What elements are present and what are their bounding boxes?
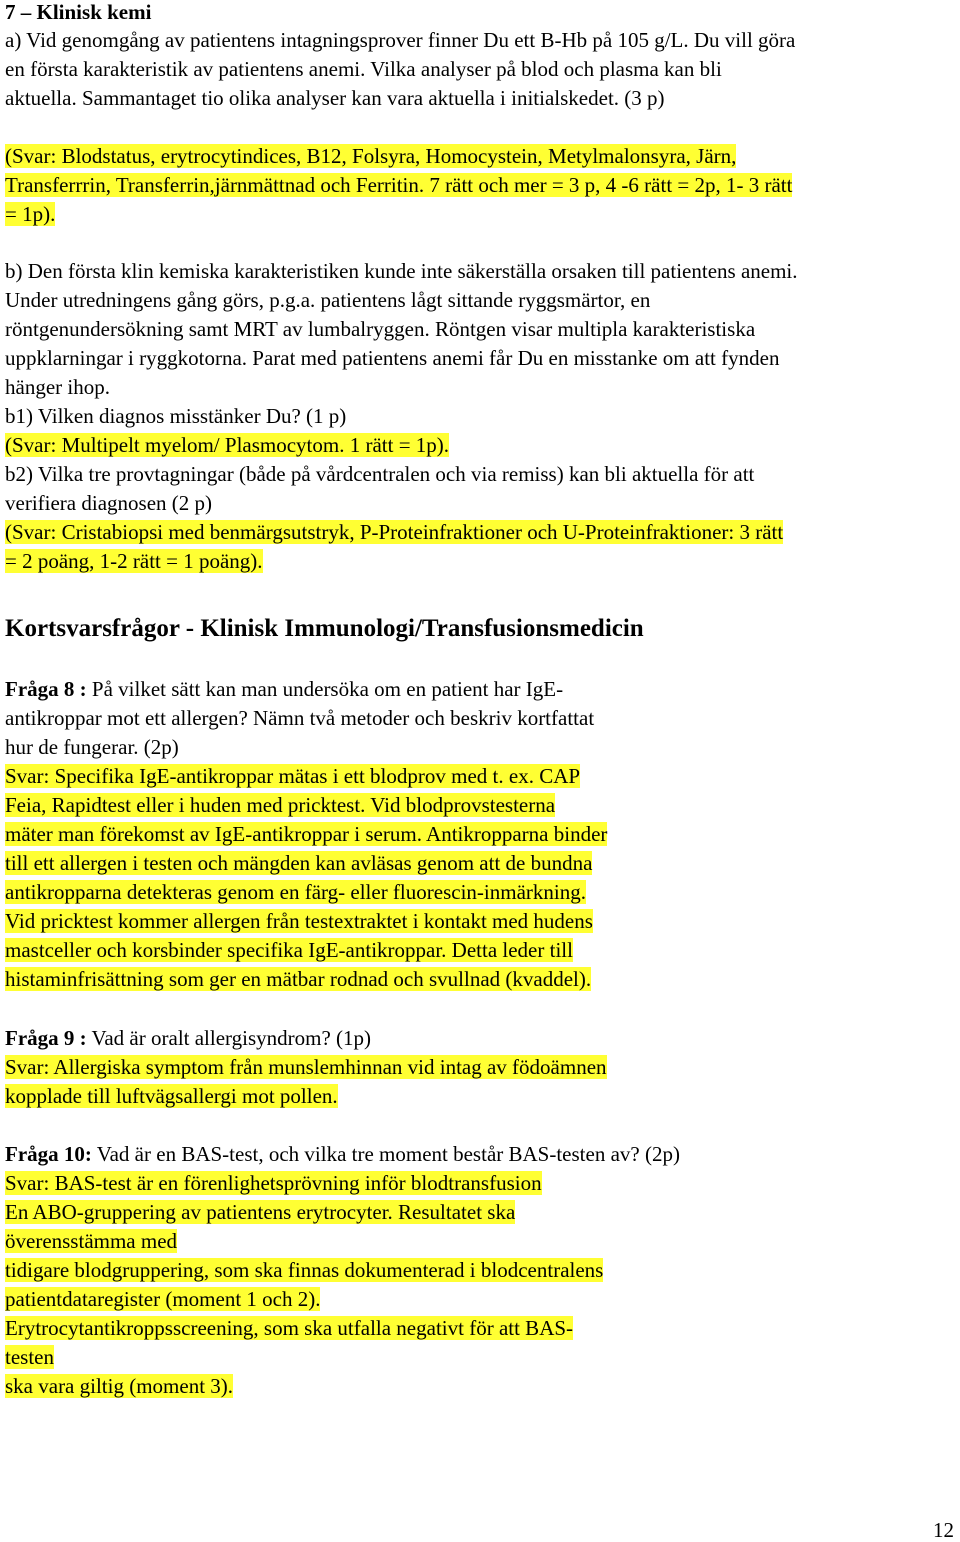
answer-line: till ett allergen i testen och mängden kan avläsas genom att de bundna xyxy=(5,851,593,875)
text-line: Under utredningens gång görs, p.g.a. patientens lågt sittande ryggsmärtor, en xyxy=(5,288,651,312)
answer-line: kopplade till luftvägsallergi mot pollen. xyxy=(5,1084,338,1108)
text-line: aktuella. Sammantaget tio olika analyser kan vara aktuella i initialskedet. (3 p) xyxy=(5,86,665,110)
answer-line: = 2 poäng, 1-2 rätt = 1 poäng). xyxy=(5,549,263,573)
answer-line: antikropparna detekteras genom en färg- eller fluorescin-inmärkning. xyxy=(5,880,586,904)
section-heading: Kortsvarsfrågor - Klinisk Immunologi/Transfusionsmedicin xyxy=(5,615,644,642)
answer-line: Svar: Specifika IgE-antikroppar mätas i ett blodprov med t. ex. CAP xyxy=(5,764,581,788)
answer-line: överensstämma med xyxy=(5,1229,178,1253)
text-line: b2) Vilka tre provtagningar (både på vårdcentralen och via remiss) kan bli aktuella för att xyxy=(5,462,755,486)
text-line: uppklarningar i ryggkotorna. Parat med patientens anemi får Du en misstanke om att fynden xyxy=(5,346,780,370)
question-8 xyxy=(5,675,607,994)
answer-line: Erytrocytantikroppsscreening, som ska utfalla negativt för att BAS- xyxy=(5,1316,574,1340)
answer-line: testen xyxy=(5,1345,54,1369)
answer-line: histaminfrisättning som ger en mätbar rodnad och svullnad (kvaddel). xyxy=(5,967,592,991)
answer-7a xyxy=(5,142,792,229)
question-text: På vilket sätt kan man undersöka om en patient har IgE- xyxy=(86,677,564,701)
question-10 xyxy=(5,1140,680,1401)
answer-line: Transferrrin, Transferrin,järnmättnad och Ferritin. 7 rätt och mer = 3 p, 4 -6 rätt = 2p, 1- 3 rätt xyxy=(5,173,793,197)
text-line: röntgenundersökning samt MRT av lumbalryggen. Röntgen visar multipla karakteristiska xyxy=(5,317,756,341)
answer-line: (Svar: Cristabiopsi med benmärgsutstryk, P-Proteinfraktioner och U-Proteinfraktioner: 3 rätt xyxy=(5,520,784,544)
answer-line: tidigare blodgruppering, som ska finnas dokumenterad i blodcentralens xyxy=(5,1258,604,1282)
text-line: hänger ihop. xyxy=(5,375,110,399)
answer-line: Vid pricktest kommer allergen från testextraktet i kontakt med hudens xyxy=(5,909,593,933)
text-line: verifiera diagnosen (2 p) xyxy=(5,491,212,515)
question-9 xyxy=(5,1024,607,1111)
question-label: Fråga 9 : xyxy=(5,1026,87,1050)
answer-line: ska vara giltig (moment 3). xyxy=(5,1374,234,1398)
text-line: a) Vid genomgång av patientens intagningsprover finner Du ett B-Hb på 105 g/L. Du vill göra xyxy=(5,28,796,52)
page-number: 12 xyxy=(933,1518,954,1542)
answer-line: = 1p). xyxy=(5,202,56,226)
question-text: hur de fungerar. (2p) xyxy=(5,735,179,759)
answer-line: patientdataregister (moment 1 och 2). xyxy=(5,1287,321,1311)
answer-line: (Svar: Blodstatus, erytrocytindices, B12, Folsyra, Homocystein, Metylmalonsyra, Järn, xyxy=(5,144,737,168)
question-label: Fråga 10: xyxy=(5,1142,92,1166)
question-text: antikroppar mot ett allergen? Nämn två metoder och beskriv kortfattat xyxy=(5,706,595,730)
answer-7b1: (Svar: Multipelt myelom/ Plasmocytom. 1 rätt = 1p). xyxy=(5,433,450,457)
section-7-title: 7 – Klinisk kemi xyxy=(5,0,152,24)
answer-line: mastceller och korsbinder specifika IgE-antikroppar. Detta leder till xyxy=(5,938,573,962)
answer-line: Feia, Rapidtest eller i huden med pricktest. Vid blodprovstesterna xyxy=(5,793,556,817)
question-7b1: b1) Vilken diagnos misstänker Du? (1 p) xyxy=(5,404,347,428)
text-line: b) Den första klin kemiska karakteristiken kunde inte säkerställa orsaken till patientens anemi. xyxy=(5,259,798,283)
question-text: Vad är oralt allergisyndrom? (1p) xyxy=(86,1026,372,1050)
text-line: en första karakteristik av patientens anemi. Vilka analyser på blod och plasma kan bli xyxy=(5,57,722,81)
answer-line: En ABO-gruppering av patientens erytrocyter. Resultatet ska xyxy=(5,1200,516,1224)
answer-line: mäter man förekomst av IgE-antikroppar i serum. Antikropparna binder xyxy=(5,822,608,846)
answer-line: Svar: Allergiska symptom från munslemhinnan vid intag av födoämnen xyxy=(5,1055,607,1079)
question-7a xyxy=(5,26,795,113)
question-7b xyxy=(5,257,798,576)
question-label: Fråga 8 : xyxy=(5,677,87,701)
question-text: Vad är en BAS-test, och vilka tre moment består BAS-testen av? (2p) xyxy=(91,1142,680,1166)
answer-line: Svar: BAS-test är en förenlighetsprövning inför blodtransfusion xyxy=(5,1171,542,1195)
